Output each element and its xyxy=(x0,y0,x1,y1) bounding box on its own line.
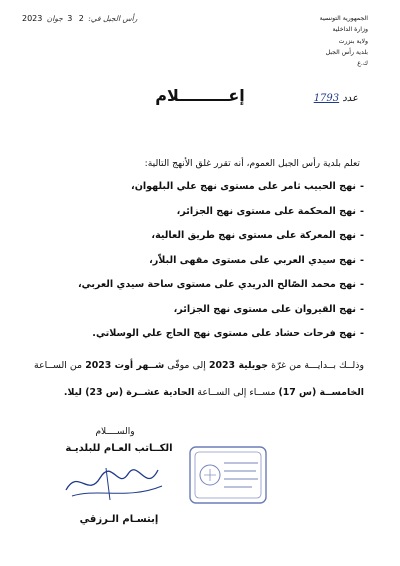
list-item: -نهج فرحات حشاد على مستوى نهج الحاج علي الوسلاتي. xyxy=(92,328,364,339)
signer-title: الكــاتب العـام للبلديـة xyxy=(65,443,173,454)
list-item: -نهج المحكمة على مستوى نهج الجزائر، xyxy=(176,205,364,217)
street-closure-list xyxy=(78,181,364,353)
schedule-paragraph: وذلــك بــدايـــة من غرّة جويلية 2023 إلى موفّى شــهر أوت 2023 من الســاعة الخامســة (س 17) مســاء إلى الســاعة الحادية عشــرة (س 23) ليلا. xyxy=(34,360,364,398)
letterhead-line: بلدية رأس الجبل xyxy=(325,48,368,56)
official-stamp-icon xyxy=(188,445,268,505)
list-item: -نهج الحبيب ثامر على مستوى نهج علي البلهوان، xyxy=(131,181,364,192)
to-time: الحادية عشــرة (س 23) ليلا. xyxy=(63,387,195,398)
date-year: 2023 xyxy=(22,14,43,23)
end-date: شــهر أوت 2023 xyxy=(85,360,165,371)
letterhead xyxy=(320,13,368,69)
salutation: والســــلام xyxy=(95,427,135,437)
date-month-label: جوان xyxy=(46,14,63,23)
reference-label: عدد xyxy=(342,93,358,104)
intro-text: تعلم بلدية رأس الجبل العموم، أنه تقرر غلق الأنهج التالية: xyxy=(144,158,360,169)
letterhead-line: ك.ع xyxy=(357,60,368,68)
signer-name: إبتسـام الـرزقي xyxy=(79,514,159,525)
from-time: الخامســة (س 17) xyxy=(278,387,364,398)
document-title: إعـــــــــلام xyxy=(155,86,245,105)
letterhead-line: ولاية بنزرت xyxy=(338,37,368,45)
handwritten-signature xyxy=(58,460,168,504)
start-date: جويلية 2023 xyxy=(208,360,268,371)
letterhead-line: وزارة الداخلية xyxy=(332,26,368,34)
list-item: -نهج سيدي العربي على مستوى مقهى البلاّر، xyxy=(149,254,364,266)
reference-number: 1793 xyxy=(313,93,340,104)
list-item: -نهج القيروان على مستوى نهج الجزائر، xyxy=(173,303,364,315)
list-item: -نهج محمد الصّالح الدريدي على مستوى ساحة سيدي العربي، xyxy=(77,279,364,290)
place-date-line xyxy=(20,14,137,23)
letterhead-line: الجمهورية التونسية xyxy=(319,15,368,22)
place-date-label: رأس الجبل في: xyxy=(88,14,138,23)
list-item: -نهج المعركة على مستوى نهج طريق العالية، xyxy=(151,230,364,241)
date-month: 3 xyxy=(67,14,73,23)
date-day: 2 xyxy=(78,14,84,23)
